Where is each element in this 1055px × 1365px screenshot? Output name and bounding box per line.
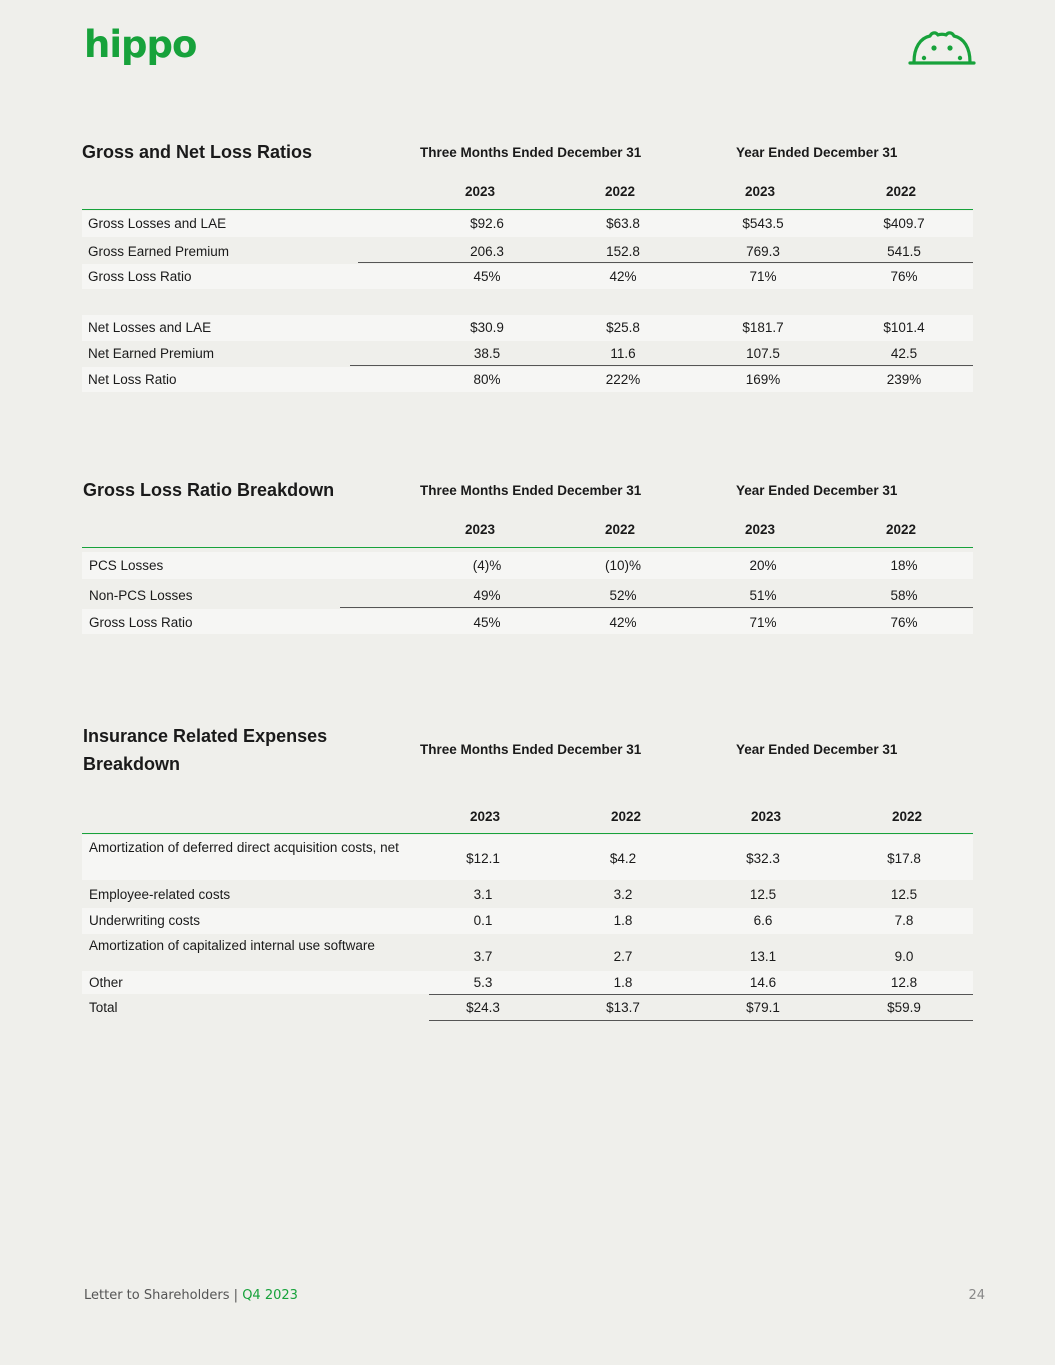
column-header: 2022 <box>610 809 642 824</box>
cell: 1.8 <box>613 975 633 990</box>
cell: (10)% <box>604 558 641 573</box>
cell: 52% <box>609 588 637 603</box>
cell: 152.8 <box>606 244 640 259</box>
cell: 222% <box>605 372 641 387</box>
loss-ratios-table <box>82 136 973 396</box>
row-label: Non-PCS Losses <box>89 588 193 603</box>
cell: 12.5 <box>890 887 918 902</box>
cell: 49% <box>473 588 501 603</box>
row-label: Total <box>89 1000 118 1015</box>
cell: $92.6 <box>470 216 504 231</box>
subtotal-rule <box>350 365 973 366</box>
section-title-line2: Breakdown <box>83 754 181 774</box>
total-rule <box>429 1020 973 1021</box>
cell: 76% <box>890 615 918 630</box>
table-row <box>82 996 973 1020</box>
group-header-three-months: Three Months Ended December 31 <box>420 742 642 757</box>
header-rule <box>82 547 973 548</box>
cell: 12.5 <box>749 887 777 902</box>
row-label: Net Earned Premium <box>88 346 215 361</box>
row-label: PCS Losses <box>89 558 164 573</box>
table-row <box>82 934 973 970</box>
row-label: Gross Loss Ratio <box>89 615 193 630</box>
row-label: Other <box>89 975 123 990</box>
cell: 3.2 <box>613 887 633 902</box>
cell: 769.3 <box>746 244 780 259</box>
table-row <box>82 342 973 365</box>
table-row <box>82 609 973 634</box>
column-header: 2023 <box>469 809 501 824</box>
cell: 6.6 <box>753 913 773 928</box>
section-title-line1: Insurance Related Expenses <box>83 726 328 746</box>
cell: $59.9 <box>887 1000 921 1015</box>
table-row <box>82 264 973 289</box>
cell: $12.1 <box>466 851 500 866</box>
cell: 0.1 <box>473 913 493 928</box>
cell: 45% <box>473 615 501 630</box>
section-title: Gross Loss Ratio Breakdown <box>83 480 335 500</box>
cell: 71% <box>749 269 777 284</box>
loss-ratio-breakdown-table <box>82 475 973 640</box>
cell: 71% <box>749 615 777 630</box>
footer-label: Letter to Shareholders | <box>84 1288 243 1303</box>
cell: 20% <box>749 558 777 573</box>
cell: 5.3 <box>473 975 493 990</box>
table-row <box>82 835 973 880</box>
cell: 38.5 <box>473 346 501 361</box>
subtotal-rule <box>340 607 973 608</box>
cell: 51% <box>749 588 777 603</box>
cell: 3.7 <box>473 949 493 964</box>
page-number: 24 <box>968 1288 985 1303</box>
column-header: 2022 <box>891 809 923 824</box>
group-header-year: Year Ended December 31 <box>736 742 898 757</box>
cell: 14.6 <box>749 975 777 990</box>
cell: 42.5 <box>890 346 918 361</box>
cell: $409.7 <box>883 216 925 231</box>
row-label: Gross Losses and LAE <box>88 216 227 231</box>
column-header: 2023 <box>464 184 496 199</box>
section-title: Gross and Net Loss Ratios <box>82 142 313 162</box>
cell: (4)% <box>472 558 502 573</box>
row-label: Net Loss Ratio <box>88 372 177 387</box>
expenses-table <box>82 722 973 1027</box>
cell: 12.8 <box>890 975 918 990</box>
row-label: Amortization of deferred direct acquisition costs, net <box>89 840 399 855</box>
table-row <box>82 367 973 392</box>
cell: 3.1 <box>473 887 493 902</box>
row-label: Gross Loss Ratio <box>88 269 192 284</box>
column-header: 2023 <box>744 184 776 199</box>
cell: 11.6 <box>610 346 636 361</box>
cell: 239% <box>886 372 922 387</box>
cell: $17.8 <box>887 851 921 866</box>
cell: 1.8 <box>613 913 633 928</box>
cell: 169% <box>745 372 781 387</box>
cell: 18% <box>890 558 918 573</box>
table-row <box>82 882 973 907</box>
group-header-three-months: Three Months Ended December 31 <box>420 145 642 160</box>
column-header: 2022 <box>604 184 636 199</box>
cell: $24.3 <box>466 1000 500 1015</box>
cell: 7.8 <box>894 913 914 928</box>
cell: $101.4 <box>883 320 925 335</box>
cell: $30.9 <box>470 320 504 335</box>
group-header-year: Year Ended December 31 <box>736 145 898 160</box>
cell: $25.8 <box>606 320 640 335</box>
cell: 2.7 <box>613 949 633 964</box>
cell: 42% <box>609 269 637 284</box>
cell: $63.8 <box>606 216 640 231</box>
cell: $79.1 <box>746 1000 780 1015</box>
column-header: 2022 <box>885 522 917 537</box>
cell: 206.3 <box>470 244 504 259</box>
header-rule <box>82 833 973 834</box>
table-row <box>82 211 973 237</box>
table-row <box>82 908 973 934</box>
cell: $13.7 <box>606 1000 640 1015</box>
row-label: Net Losses and LAE <box>88 320 212 335</box>
table-row <box>82 971 973 994</box>
cell: 13.1 <box>749 949 777 964</box>
row-label: Amortization of capitalized internal use software <box>89 938 375 953</box>
row-label: Underwriting costs <box>89 913 201 928</box>
cell: 9.0 <box>894 949 914 964</box>
cell: 80% <box>473 372 501 387</box>
column-header: 2023 <box>464 522 496 537</box>
cell: 541.5 <box>887 244 921 259</box>
group-header-three-months: Three Months Ended December 31 <box>420 483 642 498</box>
footer-quarter: Q4 2023 <box>242 1288 298 1303</box>
cell: $4.2 <box>609 851 637 866</box>
column-header: 2023 <box>744 522 776 537</box>
hippo-logo: hippo <box>84 23 197 66</box>
subtotal-rule <box>358 262 973 263</box>
cell: $543.5 <box>742 216 784 231</box>
cell: 45% <box>473 269 501 284</box>
column-header: 2022 <box>885 184 917 199</box>
subtotal-rule <box>429 994 973 995</box>
row-label: Gross Earned Premium <box>88 244 230 259</box>
table-row <box>82 582 973 607</box>
cell: 107.5 <box>746 346 780 361</box>
group-header-year: Year Ended December 31 <box>736 483 898 498</box>
cell: 58% <box>890 588 918 603</box>
row-label: Employee-related costs <box>89 887 231 902</box>
table-row <box>82 239 973 263</box>
column-header: 2022 <box>604 522 636 537</box>
hippo-face-icon <box>908 30 976 66</box>
table-row <box>82 552 973 579</box>
cell: 42% <box>609 615 637 630</box>
cell: $181.7 <box>742 320 784 335</box>
header-rule <box>82 209 973 210</box>
cell: 76% <box>890 269 918 284</box>
column-header: 2023 <box>750 809 782 824</box>
footer-text <box>84 1288 298 1303</box>
cell: $32.3 <box>746 851 780 866</box>
table-row <box>82 315 973 341</box>
